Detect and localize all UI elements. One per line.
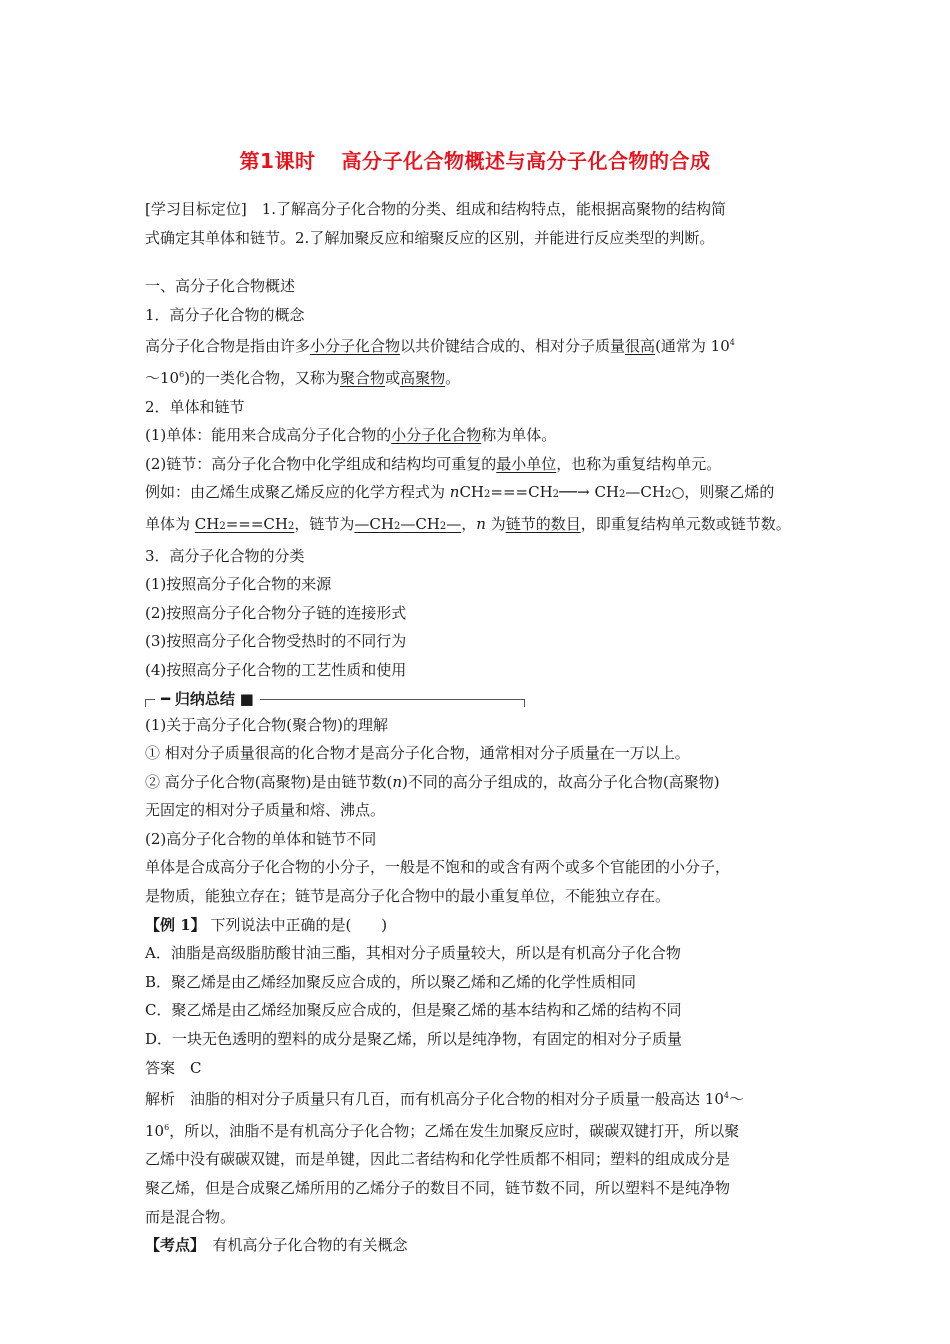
- list-item: (4)按照高分子化合物的工艺性质和使用: [145, 660, 407, 679]
- paragraph: 无固定的相对分子质量和熔、沸点。: [145, 801, 386, 820]
- chemical-equation-line: 例如：由乙烯生成聚乙烯反应的化学方程式为 nCH2===CH2──→ CH2—CH2○，则聚乙烯的: [145, 483, 775, 502]
- option-b: B．聚乙烯是由乙烯经加聚反应合成的，所以聚乙烯和乙烯的化学性质相同: [145, 972, 637, 991]
- analysis-line: 而是混合物。: [145, 1207, 236, 1226]
- fill-in-answer: 高聚物: [400, 368, 446, 387]
- fill-in-answer: 很高: [625, 337, 656, 356]
- paragraph: (2)高分子化合物的单体和链节不同: [145, 829, 377, 848]
- reaction-arrow: ──→: [559, 483, 595, 502]
- example-tag: 【例 1】: [145, 915, 206, 934]
- paragraph: 单体为 CH2===CH2，链节为—CH2—CH2—，n 为链节的数目，即重复结构单元数或链节数。: [145, 514, 791, 533]
- list-item: (1)按照高分子化合物的来源: [145, 575, 332, 594]
- fill-in-answer: CH2===CH2: [194, 514, 295, 533]
- paragraph: $\sim 10^6$)的一类化合物，又称为聚合物或高聚物。: [145, 368, 461, 387]
- paragraph: (1)关于高分子化合物(聚合物)的理解: [145, 715, 388, 734]
- option-d: D．一块无色透明的塑料的成分是聚乙烯，所以是纯净物，有固定的相对分子质量: [145, 1030, 683, 1049]
- analysis-label: 解析: [145, 1090, 176, 1109]
- document-body: [145, 195, 809, 1260]
- paragraph: ① 相对分子质量很高的化合物才是高分子化合物，通常相对分子质量在一万以上。: [145, 744, 690, 763]
- paragraph: (1)单体：能用来合成高分子化合物的小分子化合物称为单体。: [145, 426, 557, 445]
- example-question: 【例 1】 下列说法中正确的是( ): [145, 915, 388, 934]
- paragraph: 单体是合成高分子化合物的小分子，一般是不饱和的或含有两个或多个官能团的小分子，: [145, 858, 731, 877]
- objectives-tag: [学习目标定位]: [145, 200, 247, 218]
- knowledge-point-tag: 【考点】: [145, 1236, 198, 1255]
- fill-in-answer: 小分子化合物: [310, 337, 401, 356]
- summary-banner: [145, 687, 525, 711]
- fill-in-answer: 链节的数目: [505, 514, 581, 533]
- answer-value: C: [190, 1058, 202, 1077]
- paragraph: ② 高分子化合物(高聚物)是由链节数(n)不同的高分子组成的，故高分子化合物(高聚物): [145, 772, 720, 791]
- analysis-line: 乙烯中没有碳碳双键，而是单键，因此二者结构和化学性质都不相同；塑料的组成成分是: [145, 1150, 731, 1169]
- paragraph: 是物质，能独立存在；链节是高分子化合物中的最小重复单位，不能独立存在。: [145, 887, 671, 906]
- fill-in-answer: 聚合物: [340, 368, 386, 387]
- summary-label: ━ 归纳总结 ■: [155, 687, 260, 711]
- section-heading: 一、高分子化合物概述: [145, 277, 296, 296]
- lesson-topic: 高分子化合物概述与高分子化合物的合成: [341, 149, 711, 173]
- answer-label: 答案: [145, 1058, 176, 1077]
- option-c: C．聚乙烯是由乙烯经加聚反应合成的，但是聚乙烯的基本结构和乙烯的结构不同: [145, 1001, 682, 1020]
- lesson-number: 第1课时: [239, 149, 316, 173]
- fill-in-answer: 小分子化合物: [391, 426, 482, 445]
- objectives-line-2: 式确定其单体和链节。2.了解加聚反应和缩聚反应的区别，并能进行反应类型的判断。: [145, 228, 715, 247]
- knowledge-point: 【考点】 有机高分子化合物的有关概念: [145, 1236, 408, 1255]
- answer-line: [145, 1054, 809, 1083]
- option-a: A．油脂是高级脂肪酸甘油三酯，其相对分子质量较大，所以是有机高分子化合物: [145, 944, 681, 963]
- subsection-heading: 3．高分子化合物的分类: [145, 546, 305, 565]
- analysis-line: $10^6$，所以，油脂不是有机高分子化合物；乙烯在发生加聚反应时，碳碳双键打开，所以聚: [145, 1121, 740, 1140]
- subsection-heading: 1．高分子化合物的概念: [145, 305, 305, 324]
- subsection-heading: 2．单体和链节: [145, 397, 245, 416]
- paragraph: 高分子化合物是指由许多小分子化合物以共价键结合成的、相对分子质量很高(通常为 $10^4$: [145, 337, 735, 356]
- analysis-line: 解析 油脂的相对分子质量只有几百，而有机高分子化合物的相对分子质量一般高达 $10^4\sim$: [145, 1090, 744, 1109]
- analysis-line: 聚乙烯，但是合成聚乙烯所用的乙烯分子的数目不同，链节数不同，所以塑料不是纯净物: [145, 1179, 731, 1197]
- fill-in-answer: 最小单位: [496, 454, 557, 473]
- page-title: [0, 145, 950, 174]
- list-item: (3)按照高分子化合物受热时的不同行为: [145, 632, 407, 651]
- objectives-line-1: [学习目标定位] 1.了解高分子化合物的分类、组成和结构特点，能根据高聚物的结构简: [145, 200, 727, 218]
- paragraph: (2)链节：高分子化合物中化学组成和结构均可重复的最小单位，也称为重复结构单元。: [145, 454, 722, 473]
- fill-in-answer: —CH2—CH2—: [354, 514, 462, 533]
- list-item: (2)按照高分子化合物分子链的连接形式: [145, 603, 407, 622]
